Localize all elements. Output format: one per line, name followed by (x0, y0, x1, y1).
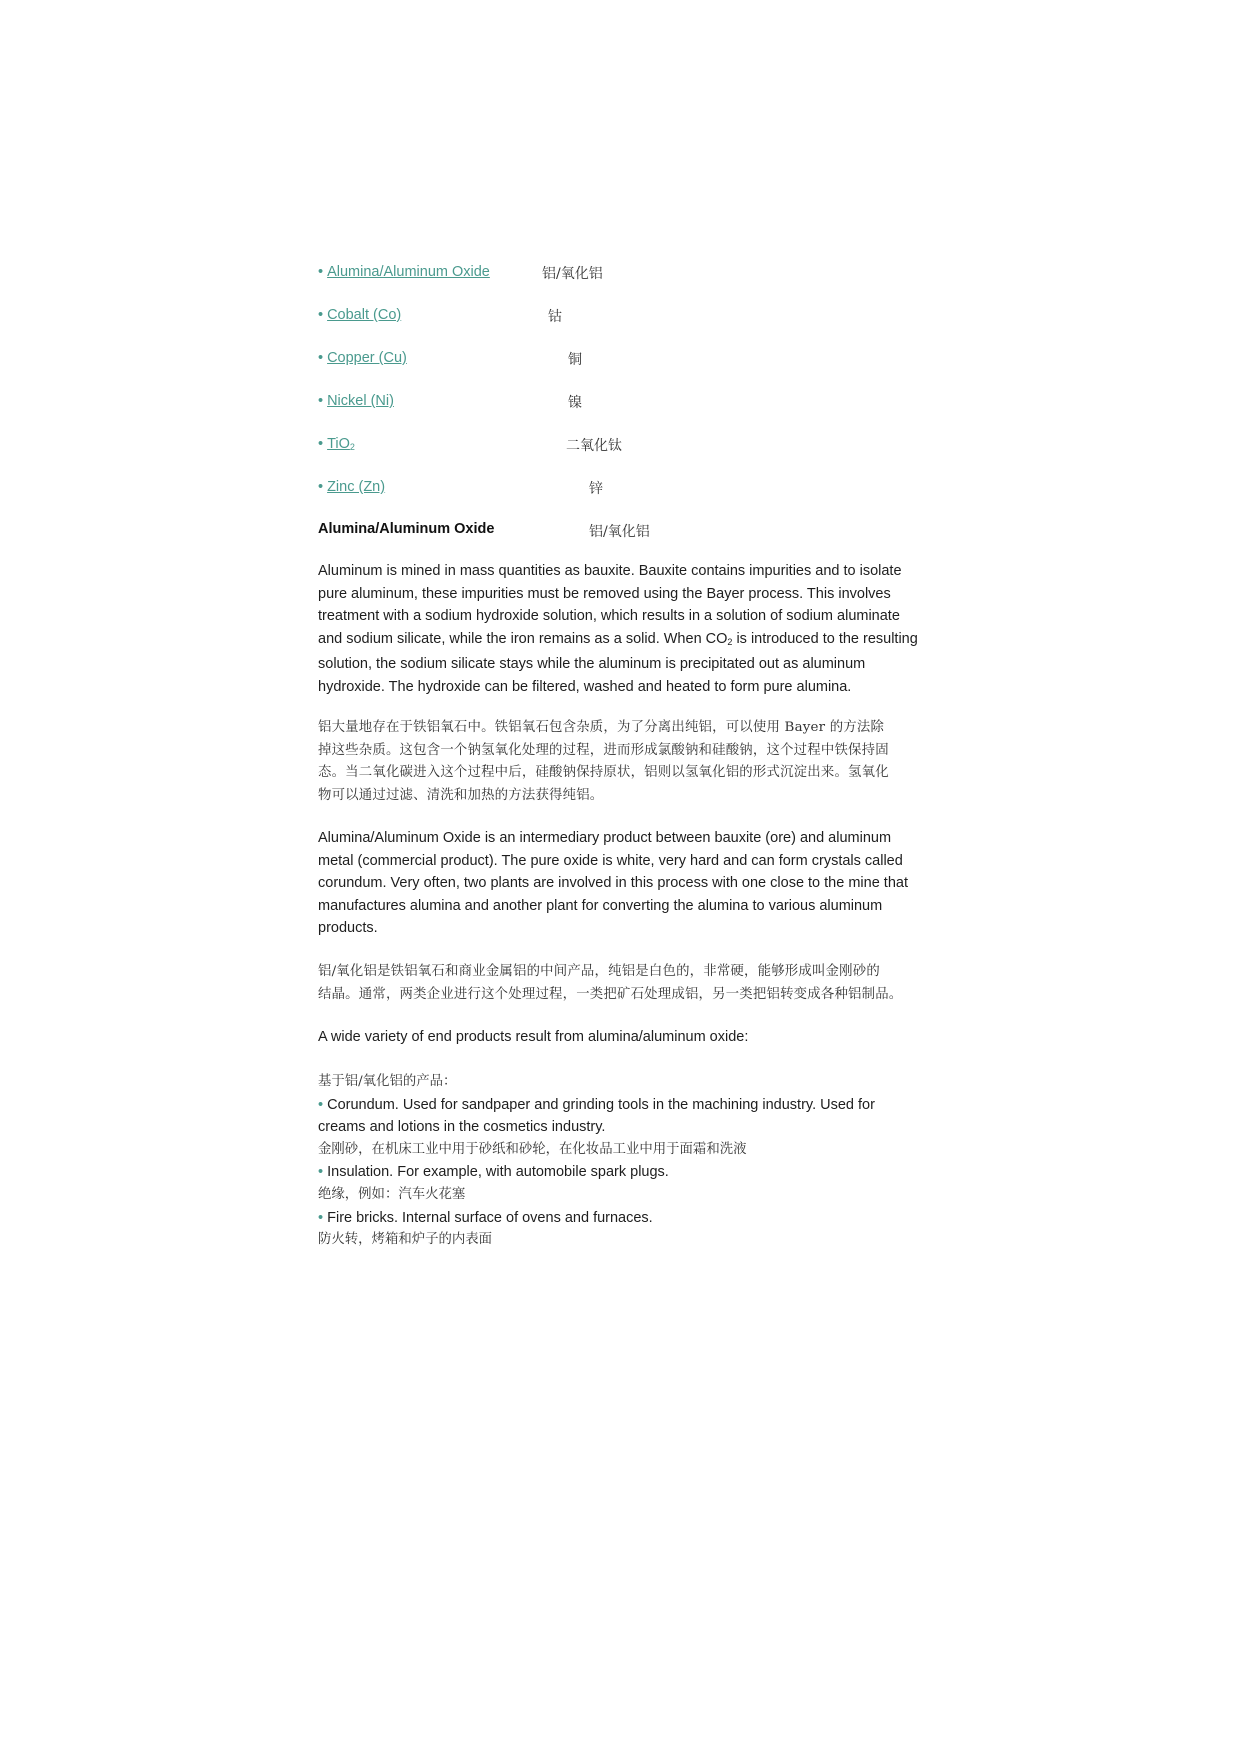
paragraph-bauxite: Aluminum is mined in mass quantities as bauxite. Bauxite contains impurities and to isolate pure aluminum, these impurities must be removed using the Bayer process. This involves treatment with a sodium hydroxide solution, which results in a solution of sodium aluminate and sodium silicate, while the iron remains as a solid. When $CO_2$ is introduced to the resulting solution, the sodium silicate stays while the aluminum is precipitated out as aluminum hydroxide. The hydroxide can be filtered, washed and heated to form pure alumina. (318, 563, 918, 695)
list-item: • Corundum. Used for sandpaper and grinding tools in the machining industry. Used for (318, 1096, 875, 1113)
bullet-icon: • (318, 264, 324, 280)
toc-link-copper[interactable]: Copper (Cu) (327, 350, 407, 366)
toc-cn-cobalt: 钴 (548, 309, 562, 325)
bullet-icon: • (318, 1096, 324, 1113)
toc-link-nickel[interactable]: Nickel (Ni) (327, 393, 394, 409)
toc-link-tio2[interactable]: TiO$_2$ (327, 436, 355, 452)
bullet-icon: • (318, 393, 324, 409)
toc-item-tio2[interactable] (318, 435, 355, 456)
list-item: • Insulation. For example, with automobile spark plugs. (318, 1164, 669, 1181)
bullet-icon: • (318, 479, 324, 495)
products-intro-cn: 基于铝/氧化铝的产品： (318, 1074, 457, 1089)
bullet-icon: • (318, 436, 324, 452)
toc-link-cobalt[interactable]: Cobalt (Co) (327, 307, 402, 323)
bullet-icon: • (318, 307, 324, 323)
paragraph-intermediary-cn: 铝/氧化铝是铁铝氧石和商业金属铝的中间产品，纯铝是白色的，非常硬，能够形成叫金刚砂的 结晶。通常，两类企业进行这个处理过程，一类把矿石处理成铝，另一类把铝转变成各种铝制品。 (318, 964, 903, 1002)
toc-cn-alumina: 铝/氧化铝 (542, 266, 603, 282)
bullet-icon: • (318, 350, 324, 366)
products-list: 基于铝/氧化铝的产品： • Corundum. Used for sandpaper and grinding tools in the machining industry. Used for creams and lotions in the cosmetics industry. 金刚砂，在机床工业中用于砂纸和砂轮，在化妆品工业中用于面霜和洗液 • Insulation. For example, with automobile spark plugs. 绝缘，例如：汽车火花塞 • Fire bricks. Internal surface of ovens and furnaces. 防火转，烤箱和炉子的内表面 (318, 1071, 928, 1252)
toc-cn-tio2: 二氧化钛 (566, 438, 622, 454)
toc-cn-nickel: 镍 (568, 395, 582, 411)
paragraph-bauxite-cn: 铝大量地存在于铁铝氧石中。铁铝氧石包含杂质，为了分离出纯铝，可以使用 Bayer 的方法除 掉这些杂质。这包含一个钠氢氧化处理的过程，进而形成氯酸钠和硅酸钠，这个过程中铁保持固 态。当二氧化碳进入这个过程中后，硅酸钠保持原状，铝则以氢氧化铝的形式沉淀出来。氢氧化 物可以通过过滤、清洗和加热的方法获得纯铝。 (318, 720, 889, 803)
section-title: Alumina/Aluminum Oxide (318, 521, 495, 537)
toc-item-zinc[interactable] (318, 478, 385, 496)
toc-link-alumina[interactable]: Alumina/Aluminum Oxide (327, 264, 490, 280)
section-title-cn: 铝/氧化铝 (589, 524, 650, 540)
toc-item-alumina[interactable] (318, 263, 490, 281)
toc-link-zinc[interactable]: Zinc (Zn) (327, 479, 386, 495)
list-item: • Fire bricks. Internal surface of ovens and furnaces. (318, 1209, 653, 1226)
paragraph-intermediary: Alumina/Aluminum Oxide is an intermediary product between bauxite (ore) and aluminum metal (commercial product). The pure oxide is white, very hard and can form crystals called corundum. Very often, two plants are involved in this process with one close to the mine that manufactures alumina and another plant for converting the alumina to various aluminum products. (318, 830, 908, 937)
toc-cn-copper: 铜 (568, 352, 582, 368)
bullet-icon: • (318, 1164, 324, 1181)
toc-item-cobalt[interactable] (318, 306, 401, 324)
bullet-icon: • (318, 1209, 324, 1226)
toc-cn-zinc: 锌 (589, 481, 603, 497)
toc-item-copper[interactable] (318, 349, 407, 367)
paragraph-end-products: A wide variety of end products result from alumina/aluminum oxide: (318, 1029, 749, 1045)
toc-item-nickel[interactable] (318, 392, 394, 410)
